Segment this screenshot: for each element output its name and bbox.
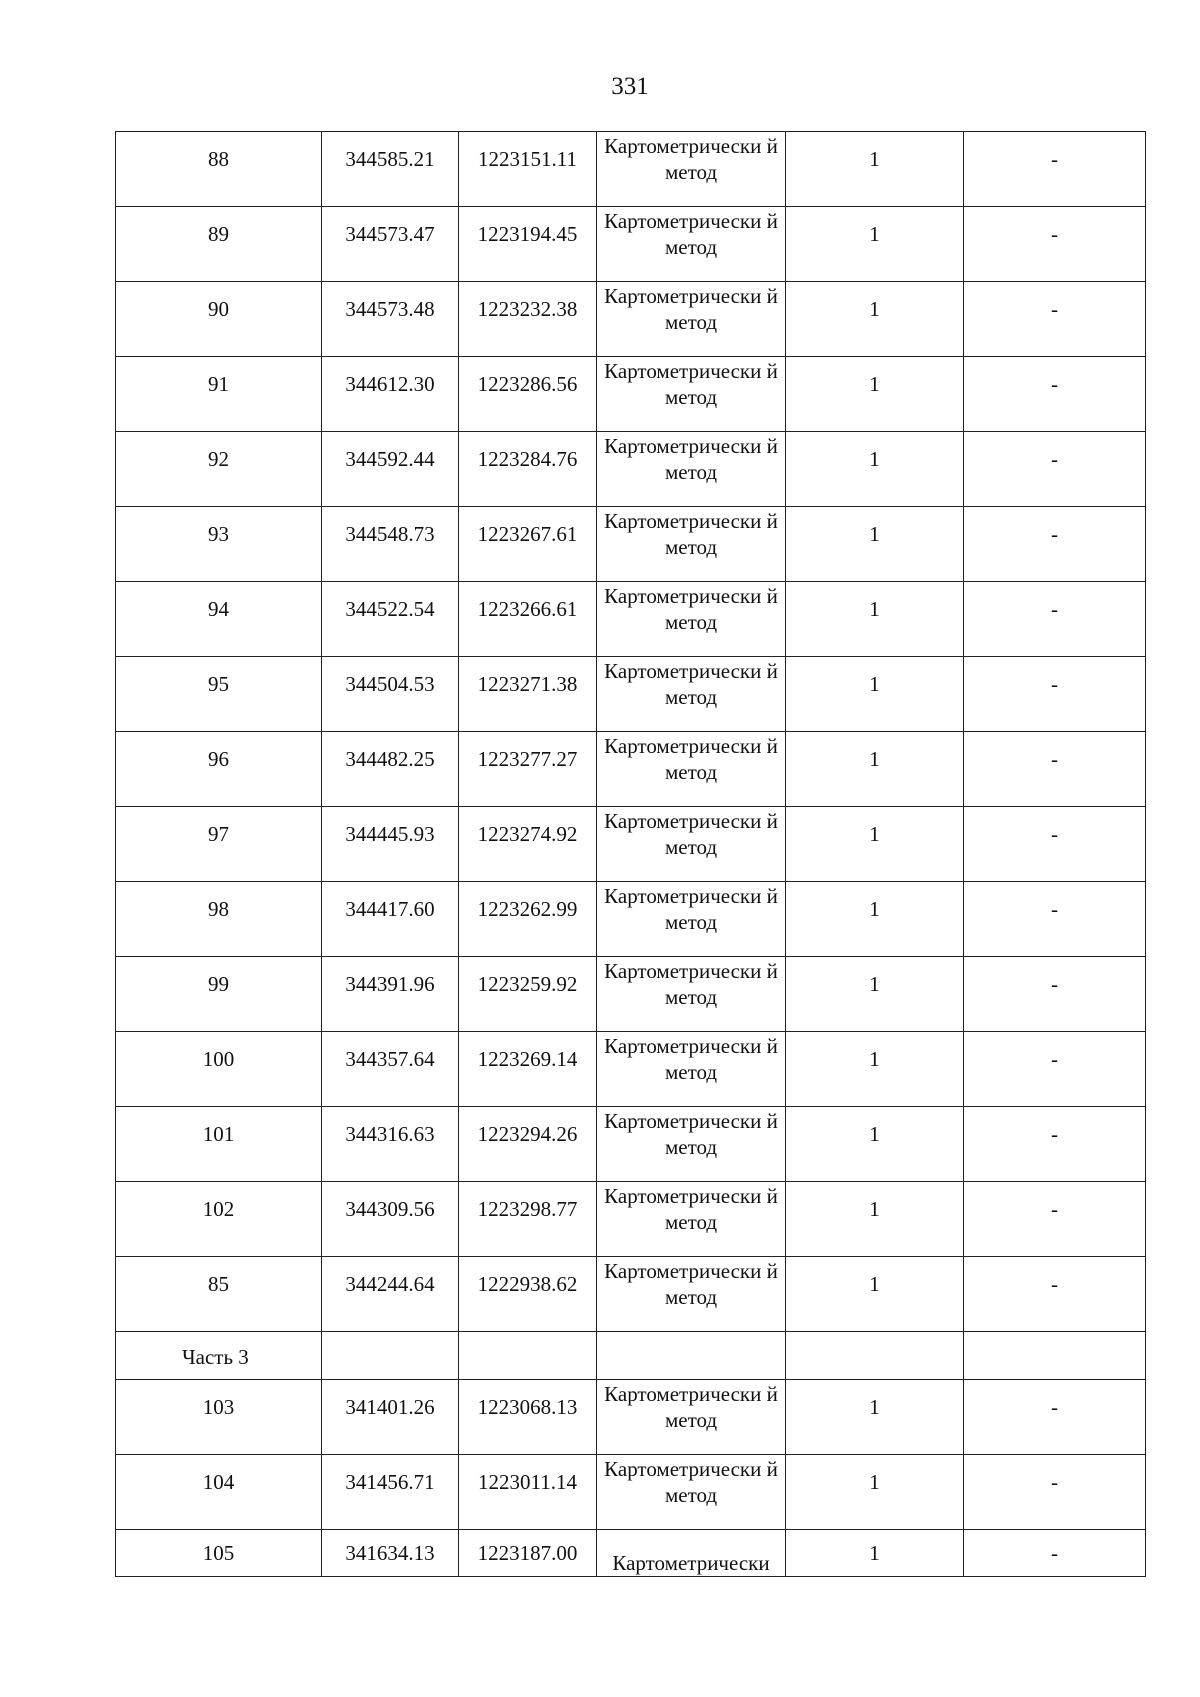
method-text: Картометрически <box>612 1551 770 1575</box>
empty-cell <box>964 1332 1146 1380</box>
point-number-cell: 97 <box>116 807 322 882</box>
method-cell <box>597 1530 786 1577</box>
table-row <box>116 432 1146 507</box>
x-coordinate-cell: 344244.64 <box>322 1257 459 1332</box>
method-text: Картометрически й метод <box>604 1259 778 1309</box>
method-text: Картометрически й метод <box>604 509 778 559</box>
y-coordinate-cell: 1223284.76 <box>459 432 597 507</box>
x-coordinate-cell: 344585.21 <box>322 132 459 207</box>
y-coordinate-cell: 1223271.38 <box>459 657 597 732</box>
y-coordinate-cell: 1223194.45 <box>459 207 597 282</box>
accuracy-cell: 1 <box>786 882 964 957</box>
table-row <box>116 1107 1146 1182</box>
point-number-cell: 85 <box>116 1257 322 1332</box>
accuracy-cell: 1 <box>786 432 964 507</box>
method-cell <box>597 807 786 882</box>
note-cell: - <box>964 1107 1146 1182</box>
point-number-cell: 89 <box>116 207 322 282</box>
x-coordinate-cell: 344309.56 <box>322 1182 459 1257</box>
method-text: Картометрически й метод <box>604 959 778 1009</box>
method-cell <box>597 357 786 432</box>
table-row <box>116 807 1146 882</box>
accuracy-cell: 1 <box>786 282 964 357</box>
page-number: 331 <box>611 73 649 100</box>
accuracy-cell: 1 <box>786 1530 964 1577</box>
note-cell: - <box>964 282 1146 357</box>
accuracy-cell: 1 <box>786 957 964 1032</box>
point-number-cell: 91 <box>116 357 322 432</box>
accuracy-cell: 1 <box>786 1107 964 1182</box>
point-number-cell: 99 <box>116 957 322 1032</box>
y-coordinate-cell: 1223011.14 <box>459 1455 597 1530</box>
y-coordinate-cell: 1223298.77 <box>459 1182 597 1257</box>
method-text: Картометрически й метод <box>604 584 778 634</box>
table-row <box>116 732 1146 807</box>
y-coordinate-cell: 1223274.92 <box>459 807 597 882</box>
accuracy-cell: 1 <box>786 1032 964 1107</box>
y-coordinate-cell: 1223068.13 <box>459 1380 597 1455</box>
note-cell: - <box>964 1182 1146 1257</box>
method-text: Картометрически й метод <box>604 359 778 409</box>
y-coordinate-cell: 1223232.38 <box>459 282 597 357</box>
section-label: Часть 3 <box>116 1332 322 1380</box>
note-cell: - <box>964 732 1146 807</box>
method-text: Картометрически й метод <box>604 884 778 934</box>
method-text: Картометрически й метод <box>604 1184 778 1234</box>
x-coordinate-cell: 344417.60 <box>322 882 459 957</box>
table-row <box>116 957 1146 1032</box>
method-text: Картометрически й метод <box>604 809 778 859</box>
method-cell <box>597 582 786 657</box>
table-row <box>116 882 1146 957</box>
note-cell: - <box>964 432 1146 507</box>
empty-cell <box>459 1332 597 1380</box>
table-row <box>116 507 1146 582</box>
method-cell <box>597 657 786 732</box>
accuracy-cell: 1 <box>786 807 964 882</box>
method-cell <box>597 132 786 207</box>
accuracy-cell: 1 <box>786 1182 964 1257</box>
table-row <box>116 1530 1146 1577</box>
x-coordinate-cell: 341401.26 <box>322 1380 459 1455</box>
accuracy-cell: 1 <box>786 582 964 657</box>
point-number-cell: 93 <box>116 507 322 582</box>
method-cell <box>597 1182 786 1257</box>
note-cell: - <box>964 657 1146 732</box>
method-text: Картометрически й метод <box>604 134 778 184</box>
coordinates-table-body <box>116 132 1146 1577</box>
point-number-cell: 95 <box>116 657 322 732</box>
method-cell <box>597 882 786 957</box>
x-coordinate-cell: 344573.48 <box>322 282 459 357</box>
point-number-cell: 92 <box>116 432 322 507</box>
note-cell: - <box>964 882 1146 957</box>
note-cell: - <box>964 807 1146 882</box>
method-text: Картометрически й метод <box>604 1457 778 1507</box>
x-coordinate-cell: 344391.96 <box>322 957 459 1032</box>
method-cell <box>597 207 786 282</box>
accuracy-cell: 1 <box>786 507 964 582</box>
note-cell: - <box>964 1455 1146 1530</box>
point-number-cell: 98 <box>116 882 322 957</box>
table-row <box>116 207 1146 282</box>
method-cell <box>597 432 786 507</box>
accuracy-cell: 1 <box>786 132 964 207</box>
table-row <box>116 357 1146 432</box>
accuracy-cell: 1 <box>786 207 964 282</box>
accuracy-cell: 1 <box>786 1380 964 1455</box>
method-cell <box>597 507 786 582</box>
table-row <box>116 1257 1146 1332</box>
point-number-cell: 90 <box>116 282 322 357</box>
method-cell <box>597 1032 786 1107</box>
y-coordinate-cell: 1223269.14 <box>459 1032 597 1107</box>
point-number-cell: 102 <box>116 1182 322 1257</box>
method-text: Картометрически й метод <box>604 1034 778 1084</box>
note-cell: - <box>964 1380 1146 1455</box>
method-cell <box>597 732 786 807</box>
x-coordinate-cell: 344612.30 <box>322 357 459 432</box>
table-row <box>116 1455 1146 1530</box>
note-cell: - <box>964 1257 1146 1332</box>
point-number-cell: 103 <box>116 1380 322 1455</box>
point-number-cell: 94 <box>116 582 322 657</box>
method-text: Картометрически й метод <box>604 209 778 259</box>
method-cell <box>597 1257 786 1332</box>
table-row <box>116 1182 1146 1257</box>
method-cell <box>597 1107 786 1182</box>
x-coordinate-cell: 341634.13 <box>322 1530 459 1577</box>
x-coordinate-cell: 344504.53 <box>322 657 459 732</box>
note-cell: - <box>964 1032 1146 1107</box>
point-number-cell: 104 <box>116 1455 322 1530</box>
method-text: Картометрически й метод <box>604 734 778 784</box>
accuracy-cell: 1 <box>786 732 964 807</box>
y-coordinate-cell: 1223267.61 <box>459 507 597 582</box>
method-text: Картометрически й метод <box>604 1382 778 1432</box>
y-coordinate-cell: 1223294.26 <box>459 1107 597 1182</box>
note-cell: - <box>964 507 1146 582</box>
point-number-cell: 96 <box>116 732 322 807</box>
coordinates-table <box>115 131 1146 1577</box>
x-coordinate-cell: 344482.25 <box>322 732 459 807</box>
table-row <box>116 132 1146 207</box>
method-text: Картометрически й метод <box>604 659 778 709</box>
method-text: Картометрически й метод <box>604 284 778 334</box>
x-coordinate-cell: 344316.63 <box>322 1107 459 1182</box>
x-coordinate-cell: 344548.73 <box>322 507 459 582</box>
y-coordinate-cell: 1223187.00 <box>459 1530 597 1577</box>
table-row <box>116 282 1146 357</box>
note-cell: - <box>964 1530 1146 1577</box>
x-coordinate-cell: 344592.44 <box>322 432 459 507</box>
table-row <box>116 582 1146 657</box>
y-coordinate-cell: 1223266.61 <box>459 582 597 657</box>
x-coordinate-cell: 344522.54 <box>322 582 459 657</box>
x-coordinate-cell: 341456.71 <box>322 1455 459 1530</box>
note-cell: - <box>964 957 1146 1032</box>
empty-cell <box>786 1332 964 1380</box>
y-coordinate-cell: 1223262.99 <box>459 882 597 957</box>
method-cell <box>597 957 786 1032</box>
x-coordinate-cell: 344573.47 <box>322 207 459 282</box>
point-number-cell: 105 <box>116 1530 322 1577</box>
note-cell: - <box>964 207 1146 282</box>
section-header-row <box>116 1332 1146 1380</box>
note-cell: - <box>964 582 1146 657</box>
empty-cell <box>322 1332 459 1380</box>
y-coordinate-cell: 1222938.62 <box>459 1257 597 1332</box>
table-row <box>116 1380 1146 1455</box>
accuracy-cell: 1 <box>786 1257 964 1332</box>
empty-cell <box>597 1332 786 1380</box>
table-row <box>116 1032 1146 1107</box>
note-cell: - <box>964 357 1146 432</box>
accuracy-cell: 1 <box>786 1455 964 1530</box>
y-coordinate-cell: 1223277.27 <box>459 732 597 807</box>
method-cell <box>597 282 786 357</box>
method-cell <box>597 1380 786 1455</box>
point-number-cell: 100 <box>116 1032 322 1107</box>
method-text: Картометрически й метод <box>604 434 778 484</box>
accuracy-cell: 1 <box>786 357 964 432</box>
y-coordinate-cell: 1223286.56 <box>459 357 597 432</box>
method-text: Картометрически й метод <box>604 1109 778 1159</box>
x-coordinate-cell: 344445.93 <box>322 807 459 882</box>
y-coordinate-cell: 1223151.11 <box>459 132 597 207</box>
x-coordinate-cell: 344357.64 <box>322 1032 459 1107</box>
note-cell: - <box>964 132 1146 207</box>
y-coordinate-cell: 1223259.92 <box>459 957 597 1032</box>
point-number-cell: 101 <box>116 1107 322 1182</box>
table-row <box>116 657 1146 732</box>
point-number-cell: 88 <box>116 132 322 207</box>
method-cell <box>597 1455 786 1530</box>
accuracy-cell: 1 <box>786 657 964 732</box>
